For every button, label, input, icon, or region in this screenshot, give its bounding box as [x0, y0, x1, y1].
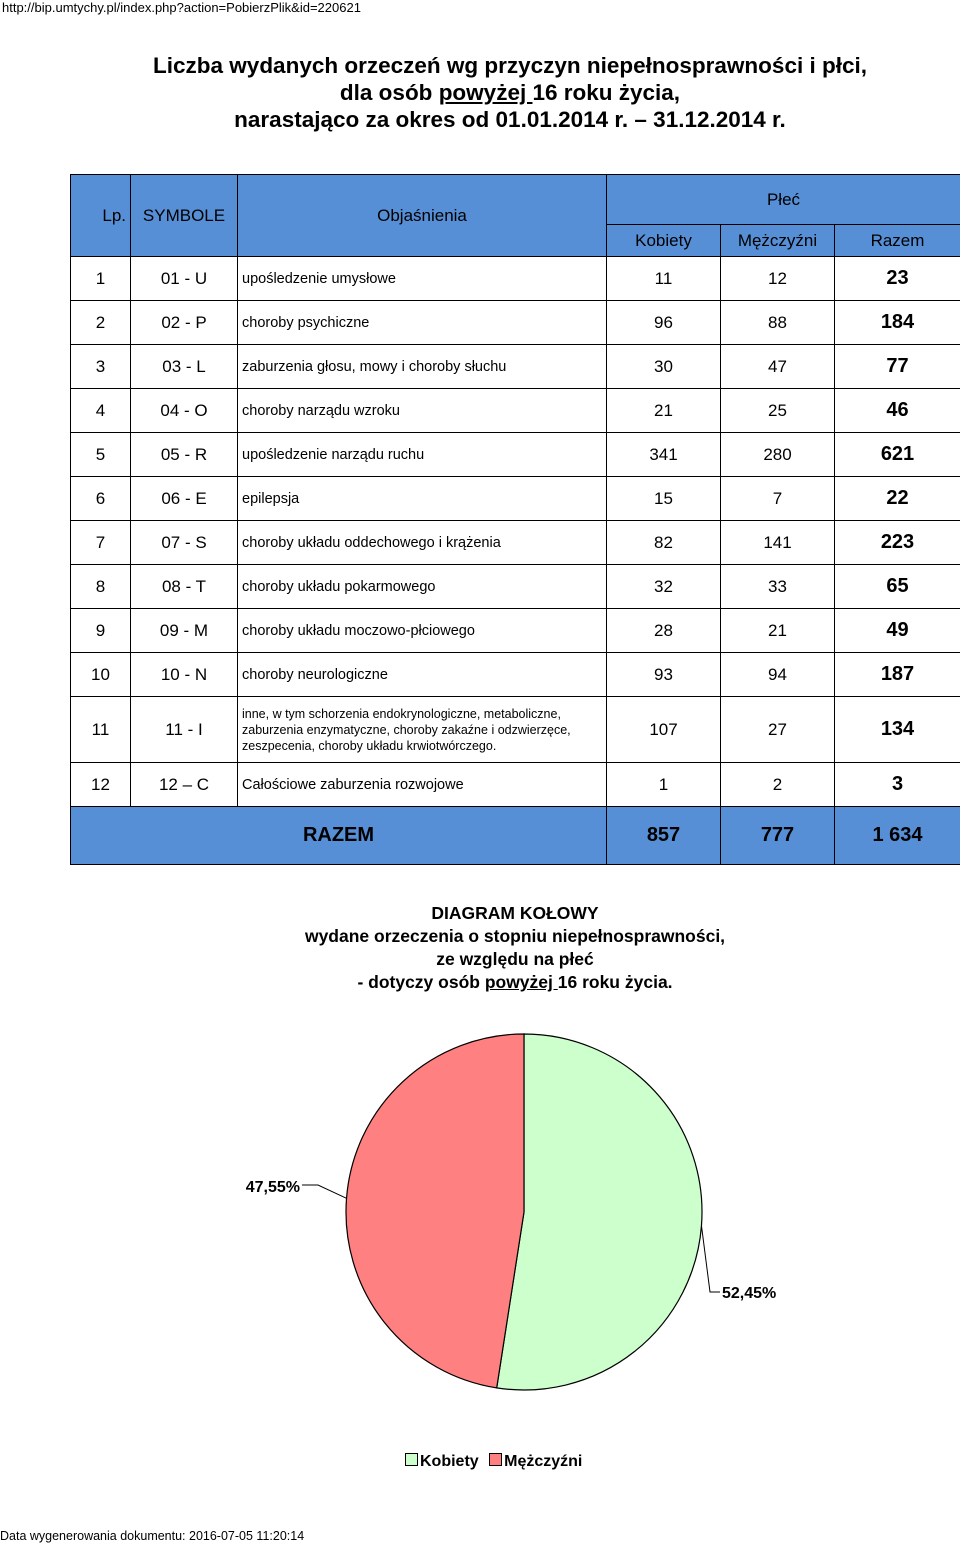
row-razem: 49 [835, 609, 960, 653]
row-razem: 184 [835, 301, 960, 345]
row-symbol: 10 - N [131, 653, 238, 697]
row-description: choroby układu pokarmowego [238, 565, 607, 609]
sum-mezczyzni: 777 [721, 807, 835, 865]
legend-item-kobiety [405, 1453, 479, 1471]
row-mezczyzni: 47 [721, 345, 835, 389]
row-symbol: 02 - P [131, 301, 238, 345]
pie-title-line-3: ze względu na płeć [436, 949, 594, 969]
row-description: inne, w tym schorzenia endokrynologiczne, metaboliczne, zaburzenia enzymatyczne, choroby zakaźne i odzwierzęce, zeszpecenia, choroby układu krwiotwórczego. [238, 697, 607, 763]
row-razem: 46 [835, 389, 960, 433]
row-description: choroby układu oddechowego i krążenia [238, 521, 607, 565]
pie-slice-kobiety [497, 1034, 702, 1390]
row-symbol: 03 - L [131, 345, 238, 389]
row-kobiety: 82 [607, 521, 721, 565]
row-lp: 2 [71, 301, 131, 345]
row-razem: 23 [835, 257, 960, 301]
row-symbol: 07 - S [131, 521, 238, 565]
sum-razem: 1 634 [835, 807, 960, 865]
row-description: Całościowe zaburzenia rozwojowe [238, 763, 607, 807]
generation-date: Data wygenerowania dokumentu: 2016-07-05 11:20:14 [0, 1529, 305, 1543]
pie-legend [405, 1453, 588, 1471]
row-lp: 9 [71, 609, 131, 653]
title-line-2-post: 16 roku życia, [532, 80, 681, 105]
row-razem: 621 [835, 433, 960, 477]
pie-title-line-1: DIAGRAM KOŁOWY [431, 903, 599, 923]
row-symbol: 04 - O [131, 389, 238, 433]
title-line-3: narastająco za okres od 01.01.2014 r. – 31.12.2014 r. [234, 107, 786, 132]
header-objasnienia: Objaśnienia [238, 175, 607, 257]
row-kobiety: 93 [607, 653, 721, 697]
sum-kobiety: 857 [607, 807, 721, 865]
header-kobiety: Kobiety [607, 225, 721, 257]
pie-label-mezczyzni: 47,55% [245, 1179, 300, 1196]
row-description: choroby układu moczowo-płciowego [238, 609, 607, 653]
row-symbol: 08 - T [131, 565, 238, 609]
row-mezczyzni: 33 [721, 565, 835, 609]
row-lp: 5 [71, 433, 131, 477]
row-lp: 12 [71, 763, 131, 807]
row-description: epilepsja [238, 477, 607, 521]
legend-swatch-kobiety [405, 1453, 418, 1466]
row-description: zaburzenia głosu, mowy i choroby słuchu [238, 345, 607, 389]
row-symbol: 12 – C [131, 763, 238, 807]
row-description: upośledzenie umysłowe [238, 257, 607, 301]
row-mezczyzni: 21 [721, 609, 835, 653]
row-symbol: 11 - I [131, 697, 238, 763]
title-line-1: Liczba wydanych orzeczeń wg przyczyn niepełnosprawności i płci, [153, 53, 867, 78]
pie-title-line-4-pre: - dotyczy osób [357, 972, 485, 992]
legend-label-kobiety: Kobiety [420, 1453, 479, 1470]
row-mezczyzni: 280 [721, 433, 835, 477]
sum-label: RAZEM [71, 807, 607, 865]
header-symbole: SYMBOLE [131, 175, 238, 257]
row-lp: 11 [71, 697, 131, 763]
title-line-2-pre: dla osób [339, 80, 439, 105]
row-razem: 77 [835, 345, 960, 389]
row-lp: 7 [71, 521, 131, 565]
row-symbol: 06 - E [131, 477, 238, 521]
pie-title-line-4-underlined: powyżej [484, 972, 558, 992]
row-symbol: 05 - R [131, 433, 238, 477]
row-description: upośledzenie narządu ruchu [238, 433, 607, 477]
row-mezczyzni: 88 [721, 301, 835, 345]
row-kobiety: 15 [607, 477, 721, 521]
row-kobiety: 21 [607, 389, 721, 433]
pie-label-kobiety: 52,45% [722, 1285, 777, 1302]
pie-label-mezczyzni-leader [302, 1185, 347, 1198]
row-kobiety: 107 [607, 697, 721, 763]
row-mezczyzni: 27 [721, 697, 835, 763]
header-mezczyzni: Mężczyźni [721, 225, 835, 257]
row-kobiety: 341 [607, 433, 721, 477]
row-lp: 10 [71, 653, 131, 697]
row-kobiety: 1 [607, 763, 721, 807]
source-url: http://bip.umtychy.pl/index.php?action=PobierzPlik&id=220621 [2, 0, 361, 15]
row-razem: 223 [835, 521, 960, 565]
row-razem: 3 [835, 763, 960, 807]
row-kobiety: 32 [607, 565, 721, 609]
row-kobiety: 30 [607, 345, 721, 389]
row-lp: 8 [71, 565, 131, 609]
row-description: choroby narządu wzroku [238, 389, 607, 433]
row-lp: 6 [71, 477, 131, 521]
title-line-2-underlined: powyżej [438, 80, 533, 105]
row-description: choroby psychiczne [238, 301, 607, 345]
row-mezczyzni: 25 [721, 389, 835, 433]
row-mezczyzni: 141 [721, 521, 835, 565]
pie-label-kobiety-leader [701, 1226, 720, 1292]
row-lp: 3 [71, 345, 131, 389]
row-lp: 4 [71, 389, 131, 433]
row-description: choroby neurologiczne [238, 653, 607, 697]
legend-label-mezczyzni: Mężczyźni [504, 1453, 583, 1470]
row-symbol: 09 - M [131, 609, 238, 653]
legend-item-mezczyzni [489, 1453, 582, 1471]
row-kobiety: 28 [607, 609, 721, 653]
row-symbol: 01 - U [131, 257, 238, 301]
row-razem: 65 [835, 565, 960, 609]
row-kobiety: 96 [607, 301, 721, 345]
row-razem: 22 [835, 477, 960, 521]
row-lp: 1 [71, 257, 131, 301]
header-razem: Razem [835, 225, 960, 257]
legend-swatch-mezczyzni [489, 1453, 502, 1466]
row-razem: 187 [835, 653, 960, 697]
row-razem: 134 [835, 697, 960, 763]
row-kobiety: 11 [607, 257, 721, 301]
row-mezczyzni: 94 [721, 653, 835, 697]
pie-title-line-2: wydane orzeczenia o stopniu niepełnosprawności, [304, 926, 726, 946]
header-lp: Lp. [71, 175, 131, 257]
row-mezczyzni: 12 [721, 257, 835, 301]
pie-slice-mezczyzni [346, 1034, 524, 1388]
row-mezczyzni: 7 [721, 477, 835, 521]
row-mezczyzni: 2 [721, 763, 835, 807]
pie-title-line-4-post: 16 roku życia. [557, 972, 673, 992]
header-plec: Płeć [607, 175, 960, 225]
